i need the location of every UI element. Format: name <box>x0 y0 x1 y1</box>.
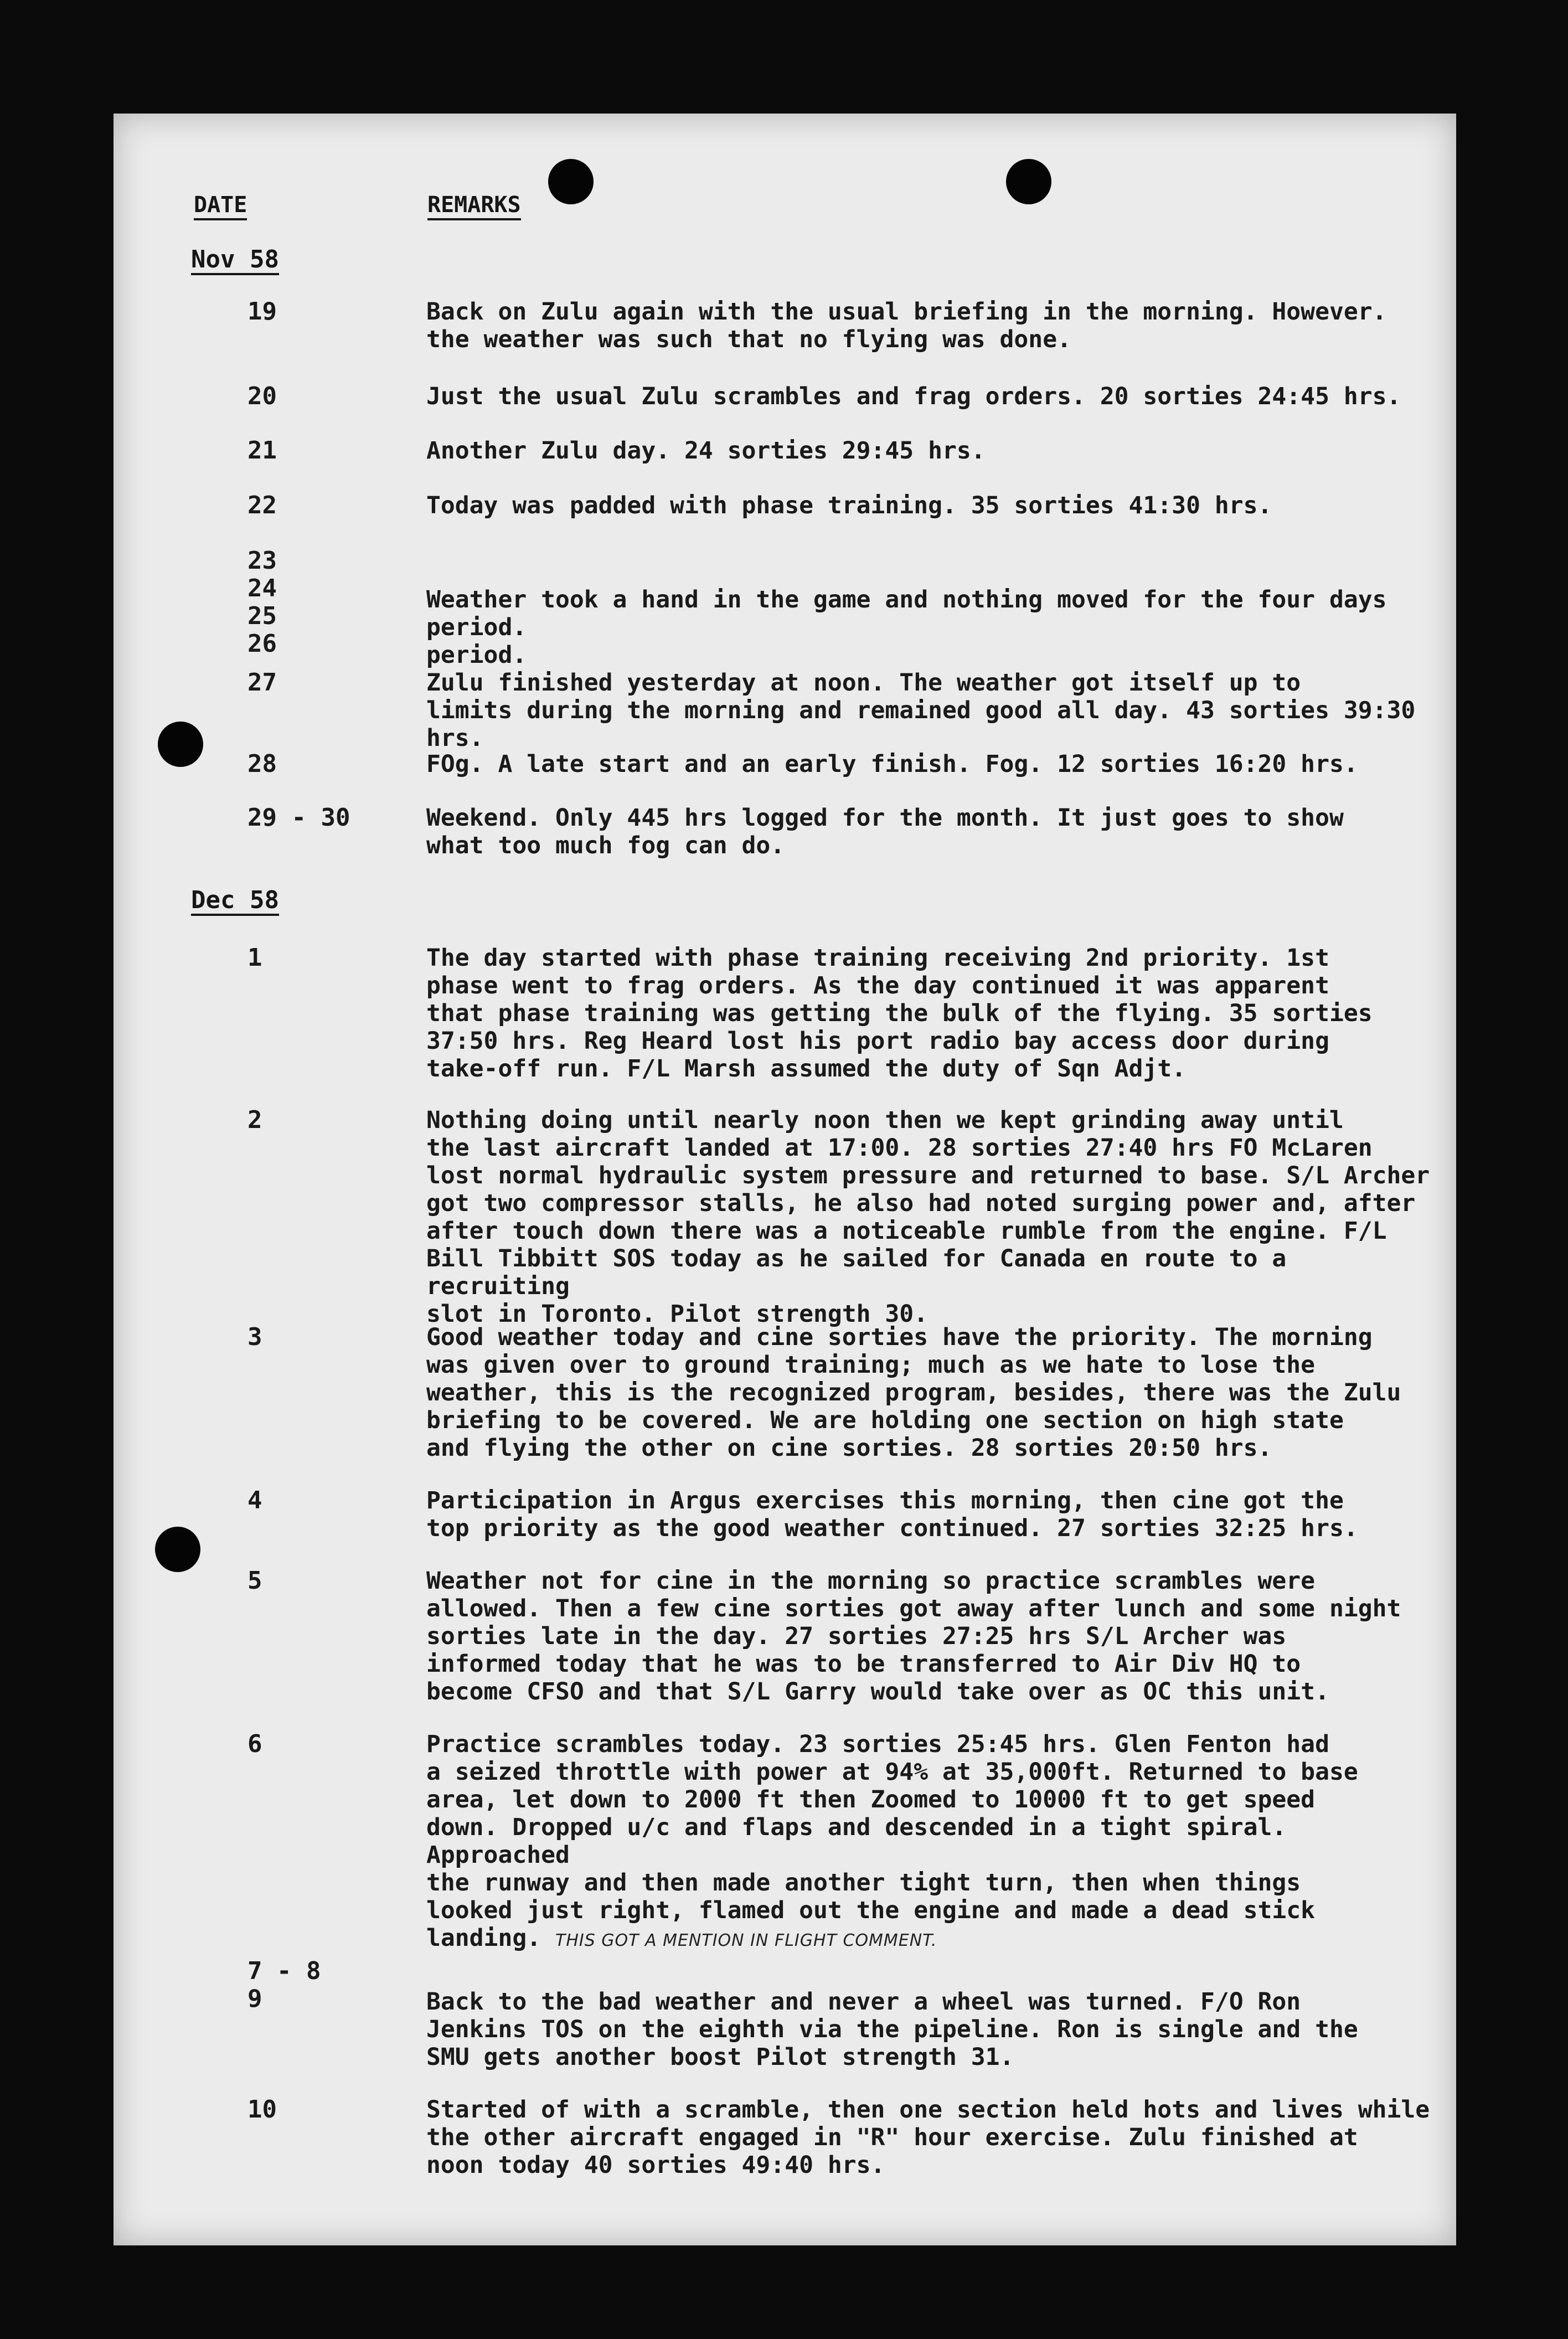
entry-remarks <box>426 1730 1440 1955</box>
entry-remarks: Started of with a scramble, then one section held hots and lives while the other aircraft engaged in "R" hour exercise. Zulu finished at noon today 40 sorties 49:40 hrs. <box>426 2096 1430 2179</box>
entry-remarks: Participation in Argus exercises this morning, then cine got the top priority as the good weather continued. 27 sorties 32:25 hrs. <box>426 1487 1358 1542</box>
entry-date: 7 - 8 9 <box>247 1957 321 2013</box>
entry-remarks: Today was padded with phase training. 35 sorties 41:30 hrs. <box>426 492 1272 519</box>
entry-date: 4 <box>247 1486 262 1514</box>
handwritten-note: THIS GOT A MENTION IN FLIGHT COMMENT. <box>555 1931 937 1950</box>
entry-date: 22 <box>247 491 277 519</box>
entry-remarks: Zulu finished yesterday at noon. The weather got itself up to limits during the morning and remained good all day. 43 sorties 39:30 hrs. <box>426 669 1416 752</box>
entry-date: 27 <box>247 668 277 697</box>
punch-hole-top-left <box>548 159 594 204</box>
entry-remarks: Weekend. Only 445 hrs logged for the month. It just goes to show what too much fog can do. <box>426 804 1344 859</box>
entry-date: 10 <box>247 2095 277 2124</box>
remarks-column-header: REMARKS <box>427 193 521 220</box>
entry-remarks: Back to the bad weather and never a wheel was turned. F/O Ron Jenkins TOS on the eighth via the pipeline. Ron is single and the SMU gets another boost Pilot strength 31. <box>426 1988 1358 2071</box>
month-heading-nov: Nov 58 <box>191 246 279 275</box>
date-column-header: DATE <box>194 193 247 220</box>
entry-remarks-typed: Practice scrambles today. 23 sorties 25:45 hrs. Glen Fenton had a seized throttle with power at 94% at 35,000ft. Returned to base area, let down to 2000 ft then Zoomed to 10000 ft to get speed down. Dropped u/c and flaps and descended in a tight spiral. Approached the runway and then made another tight turn, then when things looked just right, flamed out the engine and made a dead stick landing. <box>426 1730 1358 1952</box>
entry-remarks: FOg. A late start and an early finish. Fog. 12 sorties 16:20 hrs. <box>426 750 1358 778</box>
entry-date: 20 <box>247 382 277 410</box>
entry-remarks: Weather not for cine in the morning so practice scrambles were allowed. Then a few cine sorties got away after lunch and some night sorties late in the day. 27 sorties 27:25 hrs S/L Archer was informed today that he was to be transferred to Air Div HQ to become CFSO and that S/L Garry would take over as OC this unit. <box>426 1567 1401 1706</box>
punch-hole-left-lower <box>155 1527 200 1572</box>
entry-date: 2 <box>247 1106 262 1134</box>
entry-date: 23 24 25 26 <box>247 547 277 658</box>
entry-remarks: Weather took a hand in the game and nothing moved for the four days period. period. <box>426 586 1387 669</box>
month-heading-dec: Dec 58 <box>191 887 279 916</box>
document-page <box>114 114 1456 2245</box>
entry-date: 29 - 30 <box>247 803 350 832</box>
entry-date: 21 <box>247 436 277 465</box>
entry-remarks: Just the usual Zulu scrambles and frag orders. 20 sorties 24:45 hrs. <box>426 383 1401 410</box>
entry-date: 5 <box>247 1567 262 1595</box>
entry-remarks: Back on Zulu again with the usual briefing in the morning. However. the weather was such that no flying was done. <box>426 298 1387 353</box>
entry-date: 3 <box>247 1323 262 1351</box>
entry-date: 28 <box>247 750 277 778</box>
entry-remarks: Nothing doing until nearly noon then we kept grinding away until the last aircraft landed at 17:00. 28 sorties 27:40 hrs FO McLaren lost normal hydraulic system pressure and returned to base. S/L Archer got two compressor stalls, he also had noted surging power and, after after touch down there was a noticeable rumble from the engine. F/L Bill Tibbitt SOS today as he sailed for Canada en route to a recruiting slot in Toronto. Pilot strength 30. <box>426 1106 1430 1328</box>
entry-date: 19 <box>247 297 277 326</box>
entry-date: 1 <box>247 944 262 972</box>
punch-hole-left-upper <box>158 722 203 767</box>
entry-remarks: Another Zulu day. 24 sorties 29:45 hrs. <box>426 437 986 465</box>
entry-remarks: Good weather today and cine sorties have the priority. The morning was given over to ground training; much as we hate to lose the weather, this is the recognized program, besides, there was the Zulu briefing to be covered. We are holding one section on high state and flying the other on cine sorties. 28 sorties 20:50 hrs. <box>426 1323 1401 1462</box>
entry-date: 6 <box>247 1730 262 1758</box>
punch-hole-top-right <box>1006 159 1051 204</box>
entry-remarks: The day started with phase training receiving 2nd priority. 1st phase went to frag orders. As the day continued it was apparent that phase training was getting the bulk of the flying. 35 sorties 37:50 hrs. Reg Heard lost his port radio bay access door during take-off run. F/L Marsh assumed the duty of Sqn Adjt. <box>426 944 1373 1083</box>
